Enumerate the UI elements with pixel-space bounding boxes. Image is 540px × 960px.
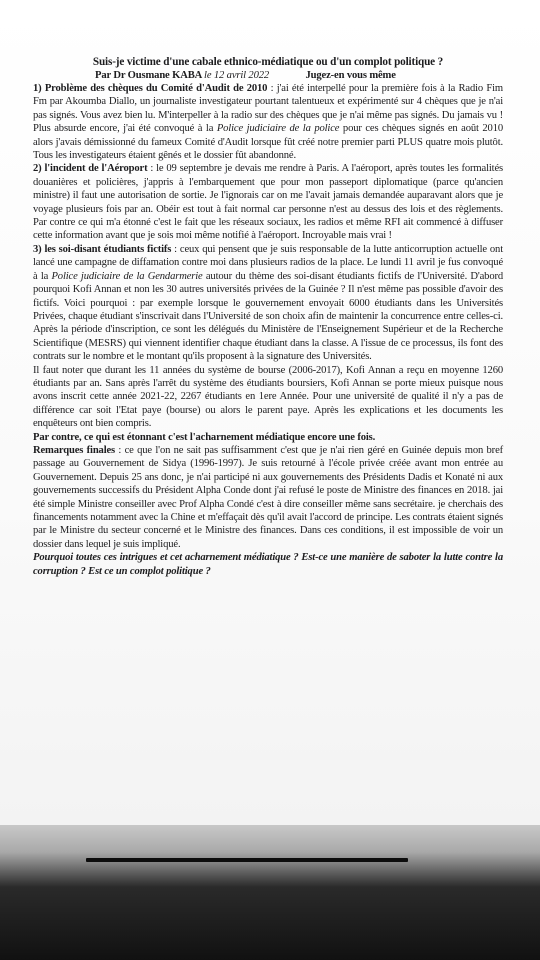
section-airport — [33, 162, 503, 242]
section-text: : j'ai été interpellé pour la première fois à la Radio Fim Fm par Akoumba Diallo, un journaliste investigateur pourtant talentueux et expérimenté sur 4 chèques que je n'ai pas signés. Vous avez bien lu. M'interpeller à la radio sur des chèques que je n'ai même pas signés. Du jamais vu ! Plus absurde encore, j'ai été convoqué à la — [33, 83, 504, 135]
section-text: : le 09 septembre je devais me rendre à Paris. A l'aéroport, après toutes les formalités douanières et policières, j'appris à l'embarquement que pour mon passeport diplomatique (parce qu'ancien ministre) il faut une autorisation de sortie. Je l'ignorais car on me l'avait jamais demandée auparavant alors que je voyage plusieurs fois par an. Obéir est tout à fait normal car personne n'est au dessus des lois et des règlements. Par contre ce qui m'a étonné c'est le fait que les réseaux sociaux, les radios et même RFI ait commencé à diffuser cette information avant que je sois moi même notifié à l'aéroport. Incroyable mais vrai ! — [33, 163, 503, 242]
photo-background — [0, 825, 540, 960]
section-heading: 1) Problème des chèques du Comité d'Audit de 2010 — [33, 83, 268, 94]
closing-question: Pourquoi toutes ces intrigues et cet acharnement médiatique ? Est-ce une manière de saboter la lutte contre la corruption ? Est ce un complot politique ? — [33, 552, 503, 577]
paragraph-bourse: Il faut noter que durant les 11 années du système de bourse (2006-2017), Kofi Annan a reçu en moyenne 1260 étudiants par an. Sans après l'arrêt du système des étudiants boursiers, Kofi Annan se porte mieux puisque nous avons inscrit cette année 2021-22, 2267 étudiants en 1ere Année. Pour une université de qualité il n'y a pas de différence car soit l'Etat paye (bourse) ou alors le parent paye. Après les explications et les documents les enquêteurs ont bien compris. — [33, 364, 503, 430]
section-text: : ce que l'on ne sait pas suffisamment c'est que je n'ai rien géré en Guinée depuis mon bref passage au Gouvernement de Sidya (1996-1997). Je suis retourné à l'école privée créée avant mon entrée au Gouvernement. Depuis 25 ans donc, je n'ai participé ni aux gouvernements des Présidents Dadis et Konaté ni aux gouvernements successifs du Président Alpha Conde dont j'ai refusé le poste de Ministre des finances en 2018. jai été simple Ministre conseiller avec Prof Alpha Condé c'est à dire conseiller même sans secrétaire. je cherchais des financements notamment avec la Chine et m'effaçait dès qu'il avait l'accord de principe. Les contrats étaient signés par le Ministre du secteur concerné et le Ministre des finances. Dans ces conditions, il est impossible de voir un dossier dans lequel je suis impliqué. — [33, 444, 503, 550]
section-heading: Remarques finales — [33, 444, 116, 456]
section-heading: 2) l'incident de l'Aéroport — [33, 163, 148, 175]
publish-date: le 12 avril 2022 — [204, 70, 270, 81]
section-heading: 3) les soi-disant étudiants fictifs — [33, 243, 172, 255]
page-title: Suis-je victime d'une cabale ethnico-médiatique ou d'un complot politique ? — [92, 56, 444, 68]
byline — [95, 69, 503, 82]
section-remarks — [33, 444, 503, 551]
section-text: : ceux qui pensent que je suis responsable de la lutte anticorruption actuelle ont lancé une campagne de diffamation contre moi dans plusieurs radios de la place. Le lundi 11 avril je fus convoqué à la — [33, 243, 503, 282]
section-students — [33, 243, 503, 364]
section-italic: Police judiciaire de la Gendarmerie — [51, 270, 203, 282]
section-italic: Police judiciaire de la police — [216, 123, 340, 135]
section-text: pour ces chèques signés en août 2010 alors j'avais démissionné du fameux Comité d'Audit lorsque fût créé notre premier parti PLUS quatre mois plutôt. Tous les investigateurs étaient gênés et le dossier fût abandonné. — [33, 123, 503, 162]
tagline: Jugez-en vous même — [305, 70, 396, 81]
author: Par Dr Ousmane KABA — [95, 70, 202, 81]
section-text: autour du thème des soi-disant étudiants fictifs de l'Université. D'abord pourquoi Kofi Annan et non les 30 autres universités privées de la Guinée ? Il n'est même pas possible d'avoir des fictifs. Voici pourquoi : par exemple lorsque le gouvernement envoyait 6000 étudiants dans les Universités Privées, chaque étudiant s'inscrivait dans l'Université de son choix afin de maintenir la concurrence entre celles-ci. Après la période d'inscription, ce sont les délégués du Ministère de l'Enseignement Supérieur et de la Recherche Scientifique (MESRS) qui viennent identifier chaque étudiant dans la classe. A l'issue de ce processus, ils font des contrats sur le nombre et le montant qu'ils proposent à la signature des Universités. — [33, 270, 503, 363]
document-text — [33, 56, 503, 578]
emphasis-line: Par contre, ce qui est étonnant c'est l'acharnement médiatique encore une fois. — [33, 431, 376, 443]
section-cheques — [33, 82, 503, 162]
page-edge-line — [86, 858, 408, 862]
